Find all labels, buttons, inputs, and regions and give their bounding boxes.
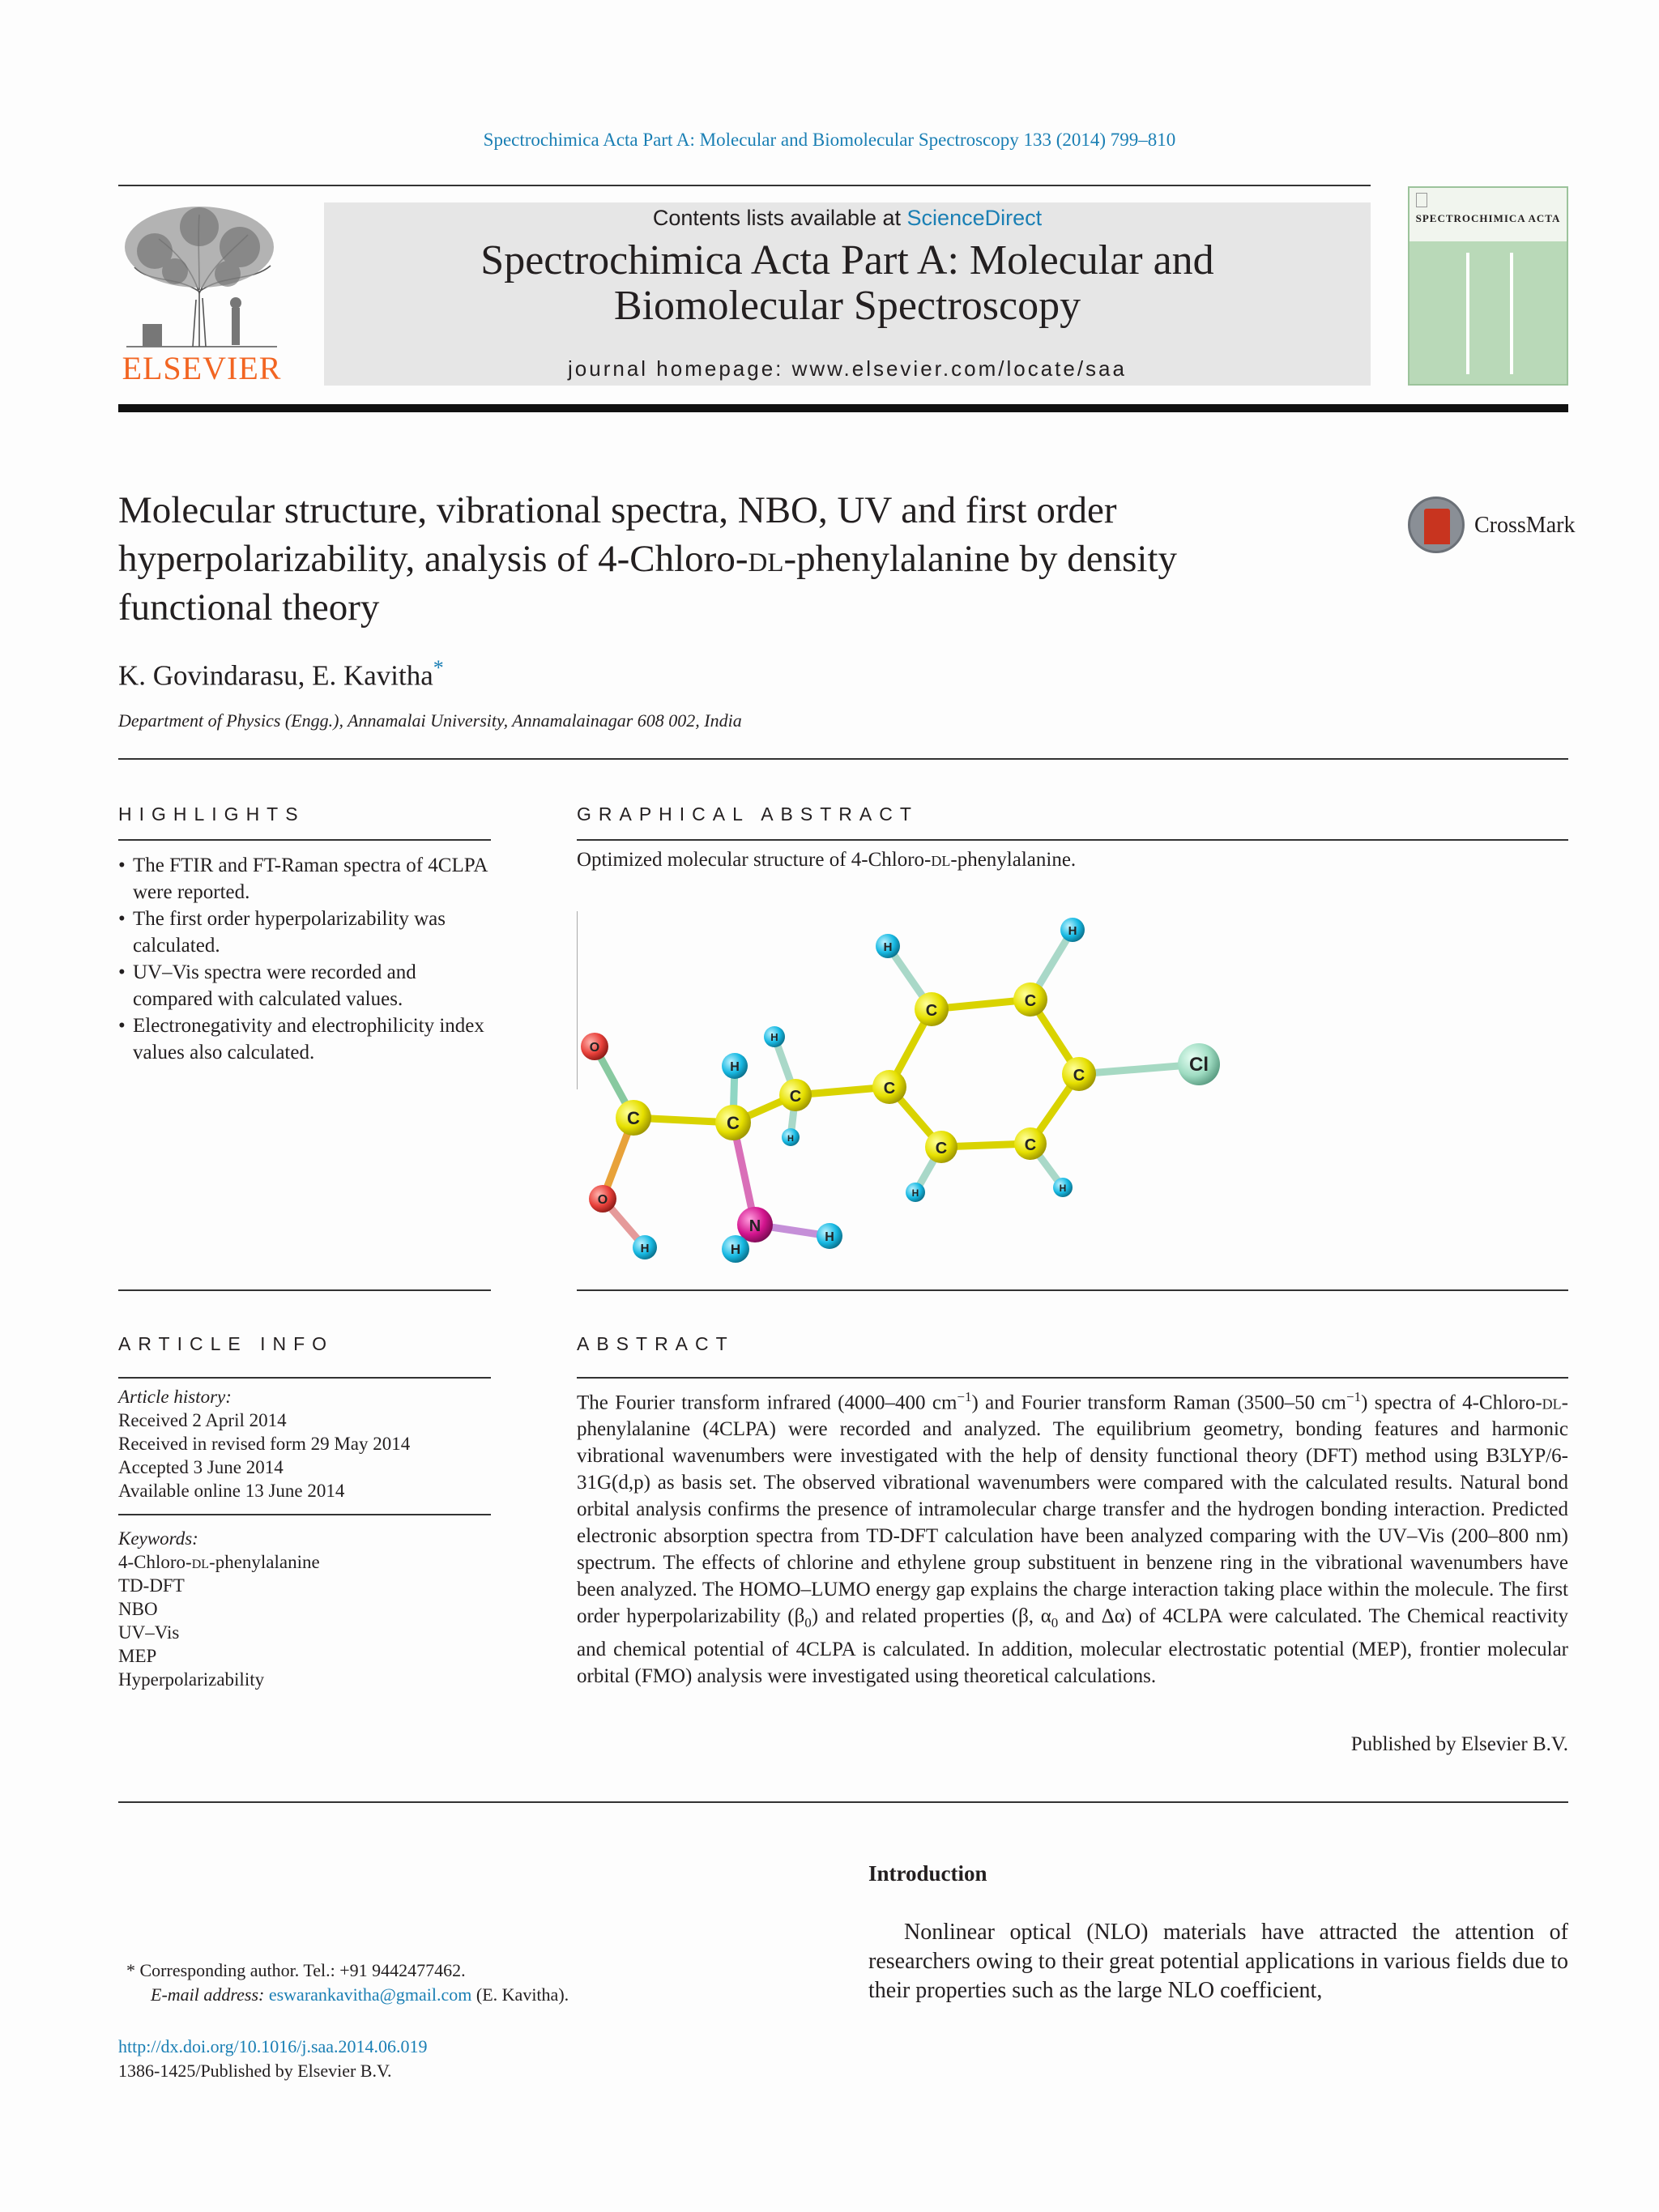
title-text: -phenylalanine by density [783,538,1178,580]
atom-label: H [787,1134,794,1144]
atom-label: N [748,1217,761,1235]
highlight-item: • Electronegativity and electrophilicity index values also calculated. [118,1012,494,1066]
keyword: NBO [118,1599,158,1619]
introduction-heading: Introduction [868,1861,987,1886]
crossmark-icon [1408,497,1465,553]
graphical-abstract-caption [577,849,1076,872]
abstract-heading: ABSTRACT [577,1333,735,1354]
footnote-email-line [118,1983,766,2007]
abstract-text: ) and Fourier transform Raman (3500–50 cm [971,1392,1346,1414]
author-list [118,656,444,693]
article-info-heading: ARTICLE INFO [118,1333,335,1354]
introduction-text: Nonlinear optical (NLO) materials have attracted the attention of researchers owing to their great potential applications in various fields due to their properties such as the large NLO coefficient, [868,1920,1568,2003]
crossmark-badge[interactable] [1408,497,1583,565]
highlights-bottom-rule [118,1289,491,1291]
atom-label: H [825,1230,834,1244]
caption-text: Optimized molecular structure of 4-Chloro- [577,849,932,871]
email-label: E-mail address: [151,1984,269,2005]
abstract-dl: dl [1542,1392,1562,1414]
corresponding-author-mark[interactable]: * [433,656,444,680]
subscript: 0 [804,1615,812,1631]
cover-stripe [1466,253,1469,374]
journal-reference[interactable]: Spectrochimica Acta Part A: Molecular and Biomolecular Spectroscopy 133 (2014) 799–810 [483,130,1176,150]
elsevier-wordmark: ELSEVIER [122,350,282,386]
molecule-figure [577,907,1241,1288]
journal-title-line: Biomolecular Spectroscopy [613,283,1081,329]
journal-title [324,238,1371,329]
superscript: −1 [1346,1389,1362,1404]
abstract-text: and Δα) of 4CLPA were calculated. The Chemical reactivity and chemical potential of 4CLPA is calculated. In addition, molecular electrostatic potential (MEP), frontier molecular orbital (FMO) analysis were investigated using theoretical calculations. [577,1605,1568,1688]
email-link[interactable]: eswarankavitha@gmail.com [268,1984,472,2005]
atom-label: C [1073,1067,1085,1085]
keyword: TD-DFT [118,1575,185,1596]
keywords-label: Keywords: [118,1528,198,1549]
keyword [118,1550,491,1574]
elsevier-logo [118,202,285,387]
online-date: Available online 13 June 2014 [118,1481,345,1501]
issn-line: 1386-1425/Published by Elsevier B.V. [118,2061,392,2081]
affiliation: Department of Physics (Engg.), Annamalai University, Annamalainagar 608 002, India [118,710,742,731]
title-line: Molecular structure, vibrational spectra, NBO, UV and first order [118,489,1117,531]
footnote-mark: * [126,1960,135,1980]
title-line [118,535,1358,583]
atom-label: C [925,1002,938,1020]
journal-homepage-link[interactable]: journal homepage: www.elsevier.com/locate/saa [568,356,1127,381]
contents-line [324,206,1371,231]
atom-label: C [1024,1136,1037,1154]
keyword-text: 4-Chloro- [118,1552,192,1572]
article-info [118,1385,491,1691]
journal-title-line: Spectrochimica Acta Part A: Molecular and [480,237,1214,283]
title-text: hyperpolarizability, analysis of 4-Chloro- [118,538,748,580]
contents-prefix: Contents lists available at [652,206,907,230]
atom-label: H [640,1242,650,1255]
received-date: Received 2 April 2014 [118,1410,287,1430]
journal-cover-thumbnail[interactable] [1408,186,1568,386]
atom-label: O [597,1193,608,1207]
atom-label: C [727,1113,740,1133]
highlight-item: • UV–Vis spectra were recorded and compared with calculated values. [118,959,494,1012]
keywords-rule [118,1514,491,1515]
abstract-text: ) and related properties (β, α [811,1605,1051,1628]
atom-label: O [589,1041,600,1055]
doi-link[interactable]: http://dx.doi.org/10.1016/j.saa.2014.06.019 [118,2036,428,2056]
abstract-rule [577,1377,1568,1379]
header-thick-rule [118,404,1568,412]
atom-label: H [883,940,893,954]
atom-label: Cl [1189,1054,1209,1076]
abstract-text: ) spectra of 4-Chloro- [1361,1392,1542,1414]
keyword-dl: dl [191,1552,210,1572]
history-label: Article history: [118,1387,232,1407]
abstract-text: The Fourier transform infrared (4000–400 cm [577,1392,957,1414]
caption-dl: dl [931,849,951,871]
atom-label: H [1059,1183,1067,1194]
revised-date: Received in revised form 29 May 2014 [118,1434,411,1454]
article-title [118,486,1358,632]
atom-label: C [935,1140,948,1157]
email-suffix: (E. Kavitha). [471,1984,569,2005]
superscript: −1 [957,1389,972,1404]
highlights-list [118,852,494,1066]
journal-banner [324,202,1371,386]
graphical-abstract-heading: GRAPHICAL ABSTRACT [577,803,919,825]
subscript: 0 [1051,1615,1059,1631]
footnote-line [118,1958,766,1983]
title-line: functional theory [118,586,380,629]
atom-label: H [770,1031,778,1043]
header-rule [118,185,1371,186]
cover-logo-icon [1416,193,1427,207]
footnote-text: Corresponding author. Tel.: +91 9442477462. [135,1960,466,1980]
cover-title: SPECTROCHIMICA ACTA [1415,212,1561,224]
crossmark-label: CrossMark [1474,513,1576,538]
atom-label: C [1024,992,1037,1010]
title-dl: dl [748,538,784,580]
atom-label: H [911,1187,919,1199]
section-rule [118,758,1568,760]
highlights-heading: HIGHLIGHTS [118,803,305,825]
keyword: UV–Vis [118,1622,180,1643]
graphical-abstract-bottom-rule [577,1289,1568,1291]
cover-stripe [1510,253,1513,374]
molecule-structure [577,907,1241,1288]
atom-label: H [730,1060,740,1074]
highlights-rule [118,839,491,841]
sciencedirect-link[interactable]: ScienceDirect [906,206,1043,230]
graphical-abstract-rule [577,839,1568,841]
highlight-item: • The FTIR and FT-Raman spectra of 4CLPA were reported. [118,852,494,906]
authors-text: K. Govindarasu, E. Kavitha [118,659,433,692]
accepted-date: Accepted 3 June 2014 [118,1457,284,1477]
atom-label: C [627,1108,640,1128]
highlight-item: • The first order hyperpolarizability was calculated. [118,906,494,959]
abstract-text: -phenylalanine (4CLPA) were recorded and analyzed. The equilibrium geometry, bonding features and harmonic vibrational wavenumbers were investigated with the help of density functional theory (DFT) method using B3LYP/6-31G(d,p) as basis set. The observed vibrational wavenumbers were compared with the calculated results. Natural bond orbital analysis confirms the presence of intramolecular charge transfer and the hydrogen bonding interaction. Predicted electronic absorption spectra from TD-DFT calculation have been analyzed comparing with the UV–Vis (200–800 nm) spectrum. The effects of chlorine and ethylene group substituent in benzene ring in the vibrational wavenumbers have been analyzed. The HOMO–LUMO energy gap explains the charge interaction taking place within the molecule. The first order hyperpolarizability (β [577,1392,1568,1628]
keyword-text: -phenylalanine [209,1552,320,1572]
published-by: Published by Elsevier B.V. [1350,1733,1568,1755]
doi-block [118,2035,428,2083]
abstract-bottom-rule [118,1801,1568,1803]
atom-label: C [789,1088,802,1106]
abstract-body [577,1383,1568,1690]
elsevier-tree-icon [118,202,285,348]
keyword: MEP [118,1646,157,1666]
corresponding-footnote [118,1958,766,2007]
atom-label: H [730,1242,741,1257]
keyword: Hyperpolarizability [118,1669,265,1690]
caption-text: -phenylalanine. [950,849,1077,871]
article-info-rule [118,1377,491,1379]
atom-label: H [1068,924,1077,938]
atom-label: C [883,1080,896,1097]
